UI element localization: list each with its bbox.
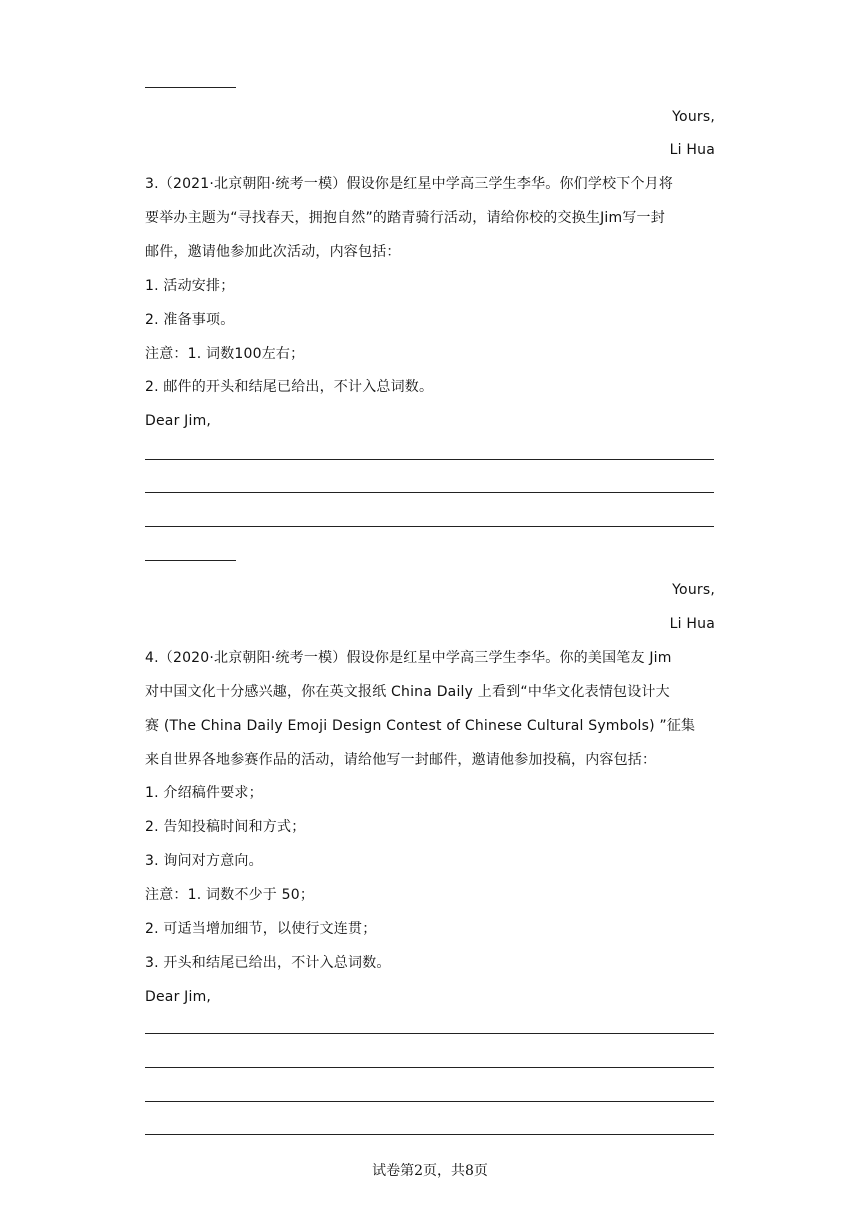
q3-prompt-line: 邮件，邀请他参加此次活动，内容包括：	[145, 244, 401, 260]
q4-item: 2. 告知投稿时间和方式；	[145, 819, 306, 835]
q4-note: 注意：1. 词数不少于 50；	[145, 887, 315, 903]
q4-item: 1. 介绍稿件要求；	[145, 785, 263, 801]
q4-prompt-line: 4.（2020·北京朝阳·统考一模）假设你是红星中学高三学生李华。你的美国笔友 Jim	[145, 650, 672, 666]
q3-note: 2. 邮件的开头和结尾已给出，不计入总词数。	[145, 379, 434, 395]
q4-note: 3. 开头和结尾已给出，不计入总词数。	[145, 955, 391, 971]
q4-note: 2. 可适当增加细节，以使行文连贯；	[145, 921, 377, 937]
closing: Yours,	[672, 109, 715, 125]
q3-item: 2. 准备事项。	[145, 312, 235, 328]
answer-line	[145, 1101, 714, 1102]
answer-line	[145, 492, 714, 493]
q3-salutation: Dear Jim,	[145, 413, 212, 429]
q3-prompt-line: 3.（2021·北京朝阳·统考一模）假设你是红星中学高三学生李华。你们学校下个月将	[145, 176, 674, 192]
q3-note: 注意：1. 词数100左右；	[145, 346, 305, 362]
answer-line	[145, 1033, 714, 1034]
q3-item: 1. 活动安排；	[145, 278, 235, 294]
page-number: 试卷第2页，共8页	[372, 1163, 488, 1179]
q4-prompt-line: 来自世界各地参赛作品的活动，请给他写一封邮件，邀请他参加投稿，内容包括：	[145, 752, 657, 768]
q3-signature: Li Hua	[669, 616, 715, 632]
q4-prompt-line: 对中国文化十分感兴趣，你在英文报纸 China Daily 上看到“中华文化表情包设计大	[145, 684, 670, 700]
answer-line	[145, 1067, 714, 1068]
answer-line	[145, 459, 714, 460]
q3-prompt-line: 要举办主题为“寻找春天，拥抱自然”的踏青骑行活动，请给你校的交换生Jim写一封	[145, 210, 665, 226]
answer-line	[145, 560, 236, 561]
signature: Li Hua	[669, 142, 715, 158]
q4-salutation: Dear Jim,	[145, 989, 212, 1005]
answer-line	[145, 526, 714, 527]
q4-prompt-line: 赛 (The China Daily Emoji Design Contest of Chinese Cultural Symbols) ”征集	[145, 718, 696, 734]
q3-closing: Yours,	[672, 582, 715, 598]
q4-item: 3. 询问对方意向。	[145, 853, 263, 869]
answer-line	[145, 87, 236, 88]
answer-line	[145, 1134, 714, 1135]
